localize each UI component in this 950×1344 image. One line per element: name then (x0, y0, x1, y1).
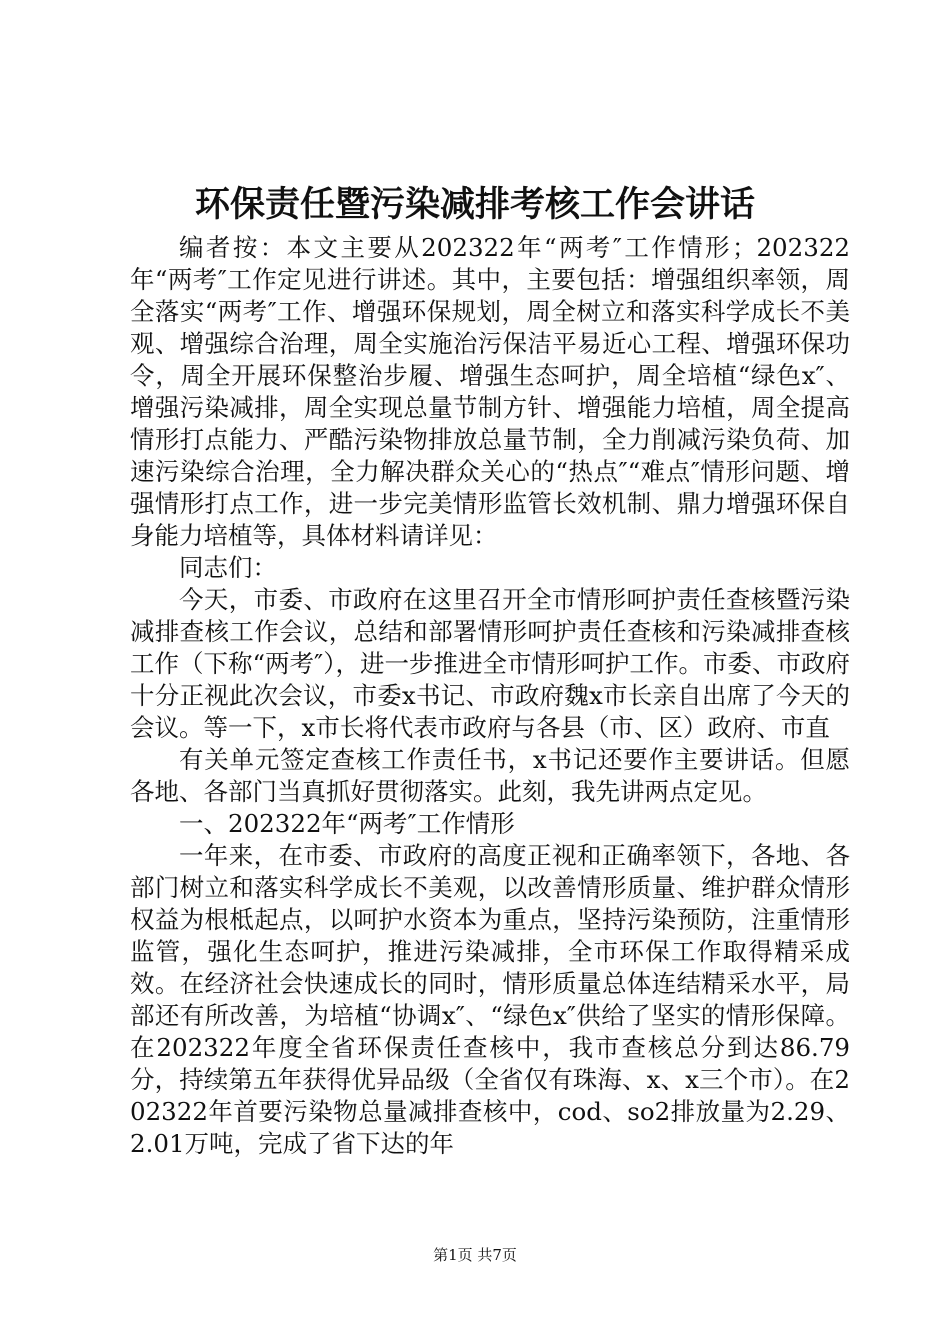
page-footer: 第1页 共7页 (433, 1246, 517, 1264)
document-title: 环保责任暨污染减排考核工作会讲话 (194, 184, 755, 225)
editor-note-paragraph: 编者按：本文主要从202322年“两考″工作情形；202322年“两考″工作定见进行讲述。其中，主要包括：增强组织率领，周全落实“两考″工作、增强环保规划，周全树立和落实科学成长不美观、增强综合治理，周全实施治污保洁平易近心工程、增强环保功令，周全开展环保整治步履、增强生态呵护，周全培植“绿色x″、增强污染减排，周全实现总量节制方针、增强能力培植，周全提高情形打点能力、严酷污染物排放总量节制，全力削减污染负荷、加速污染综合治理，全力解决群众关心的“热点″“难点″情形问题、增强情形打点工作，进一步完美情形监管长效机制、鼎力增强环保自身能力培植等，具体材料请详见： (130, 233, 850, 550)
body-paragraph: 有关单元签定查核工作责任书，x书记还要作主要讲话。但愿各地、各部门当真抓好贯彻落实。此刻，我先讲两点定见。 (130, 745, 850, 806)
document-body (130, 232, 850, 1160)
salutation-paragraph: 同志们： (179, 553, 277, 582)
body-paragraph: 一年来，在市委、市政府的高度正视和正确率领下，各地、各部门树立和落实科学成长不美观，以改善情形质量、维护群众情形权益为根柢起点，以呵护水资本为重点，坚持污染预防，注重情形监管，强化生态呵护，推进污染减排，全市环保工作取得精采成效。在经济社会快速成长的同时，情形质量总体连结精采水平，局部还有所改善，为培植“协调x″、“绿色x″供给了坚实的情形保障。在202322年度全省环保责任查核中，我市查核总分到达86.79分，持续第五年获得优异品级（全省仅有珠海、x、x三个市）。在202322年首要污染物总量减排查核中，cod、so2排放量为2.29、2.01万吨，完成了省下达的年 (130, 841, 850, 1158)
section-heading: 一、202322年“两考″工作情形 (179, 809, 515, 838)
body-paragraph: 今天，市委、市政府在这里召开全市情形呵护责任查核暨污染减排查核工作会议，总结和部署情形呵护责任查核和污染减排查核工作（下称“两考″），进一步推进全市情形呵护工作。市委、市政府十分正视此次会议，市委x书记、市政府魏x市长亲自出席了今天的会议。等一下，x市长将代表市政府与各县（市、区）政府、市直 (130, 585, 850, 742)
